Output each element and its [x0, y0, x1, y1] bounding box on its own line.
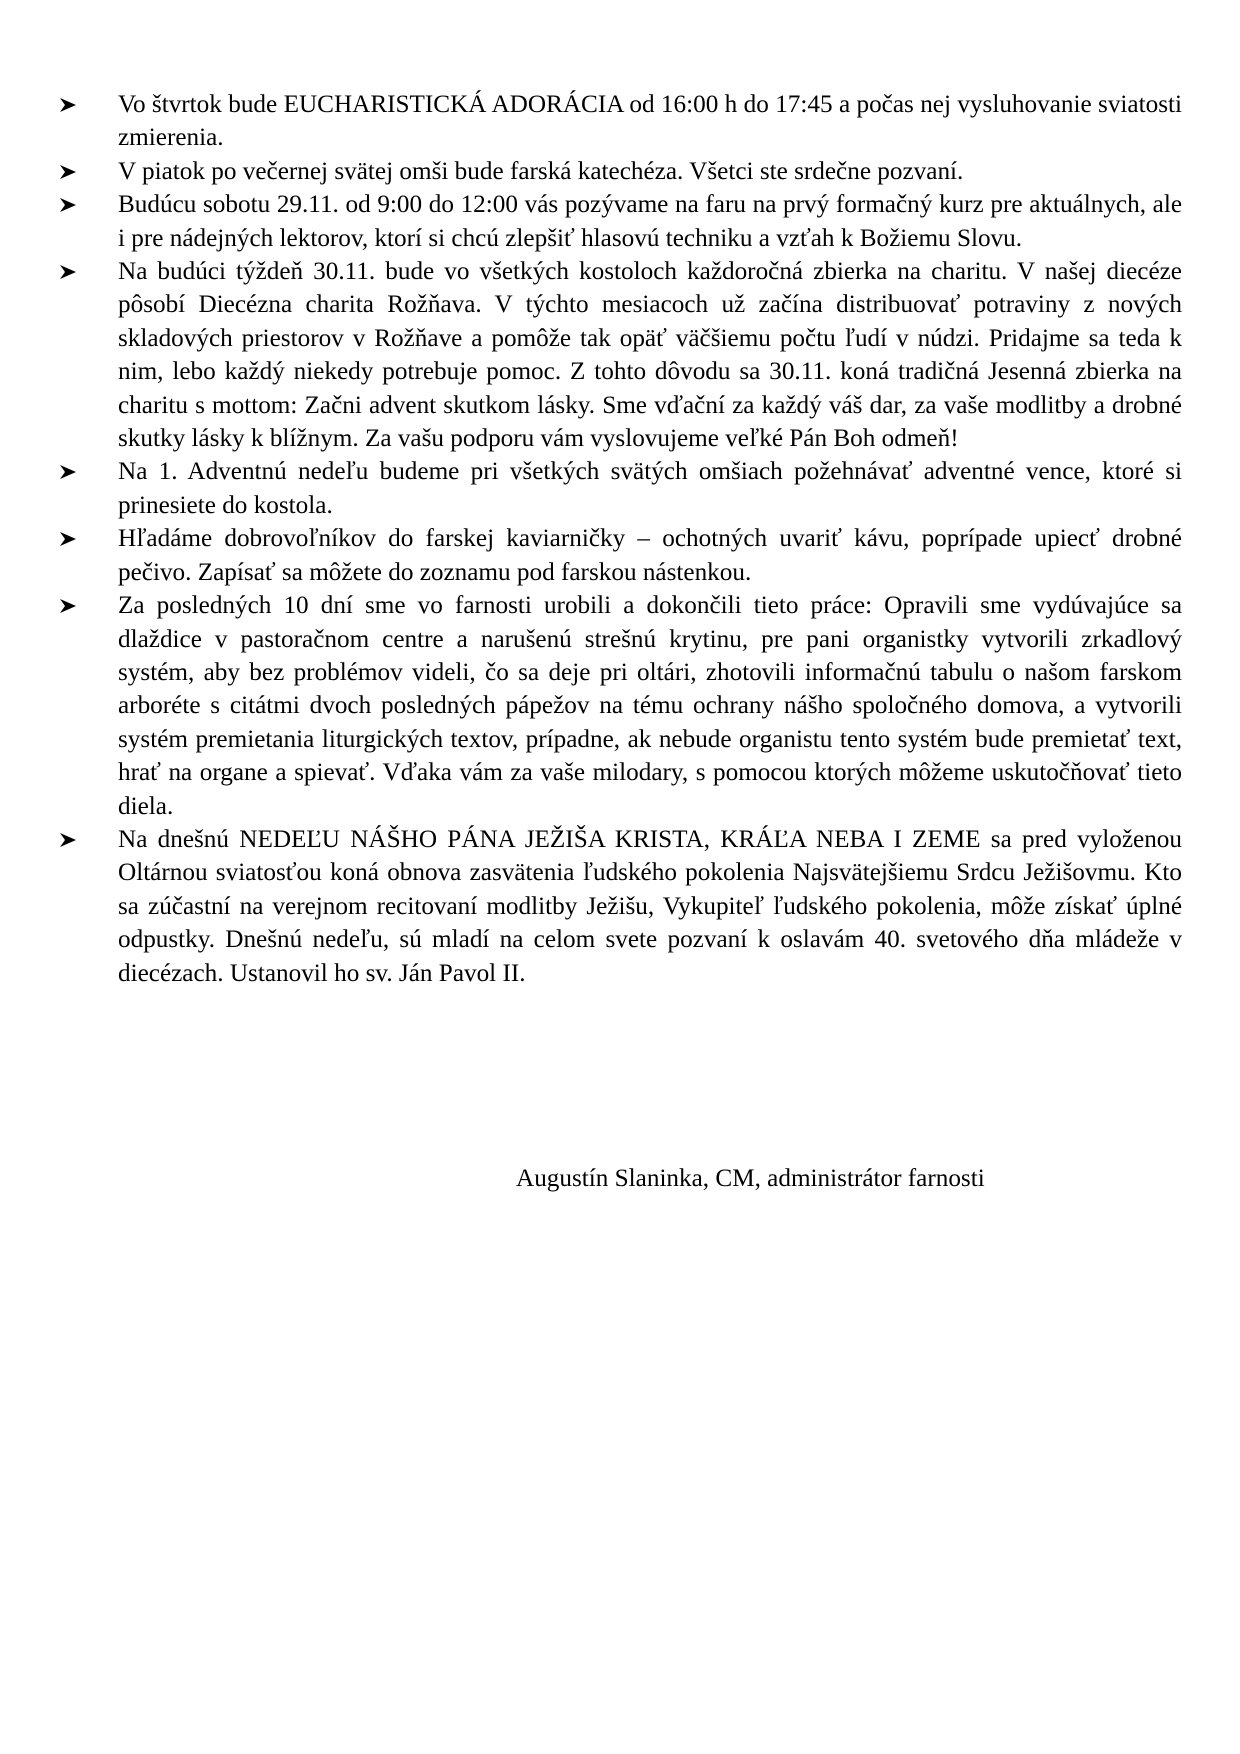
announcement-item [60, 589, 1182, 823]
announcement-text: Vo štvrtok bude EUCHARISTICKÁ ADORÁCIA od 16:00 h do 17:45 a počas nej vysluhovanie sviatosti zmierenia. [118, 91, 1182, 152]
announcement-text: Budúcu sobotu 29.11. od 9:00 do 12:00 vás pozývame na faru na prvý formačný kurz pre aktuálnych, ale i pre nádejných lektorov, ktorí si chcú zlepšiť hlasovú techniku a vzťah k Božiemu Slovu. [118, 191, 1182, 252]
arrowhead-bullet-icon [60, 465, 76, 479]
announcement-text: V piatok po večernej svätej omši bude farská katechéza. Všetci ste srdečne pozvaní. [118, 157, 964, 185]
arrowhead-bullet-icon [60, 165, 76, 179]
arrowhead-bullet-icon [60, 98, 76, 112]
arrowhead-bullet-icon [60, 265, 76, 279]
arrowhead-bullet-icon [60, 198, 76, 212]
announcement-item [60, 155, 1182, 188]
signature: Augustín Slaninka, CM, administrátor farnosti [516, 1165, 985, 1192]
announcement-item [60, 522, 1182, 589]
announcement-list [60, 88, 1182, 990]
arrowhead-bullet-icon [60, 532, 76, 546]
arrowhead-bullet-icon [60, 599, 76, 613]
announcement-item [60, 823, 1182, 990]
announcement-text: Na dnešnú NEDEĽU NÁŠHO PÁNA JEŽIŠA KRISTA, KRÁĽA NEBA I ZEME sa pred vyloženou Oltárnou sviatosťou koná obnova zasvätenia ľudského pokolenia Najsvätejšiemu Srdcu Ježišovmu. Kto sa zúčastní na verejnom recitovaní modlitby Ježišu, Vykupiteľ ľudského pokolenia, môže získať úplné odpustky. Dnešnú nedeľu, sú mladí na celom svete pozvaní k oslavám 40. svetového dňa mládeže v diecézach. Ustanovil ho sv. Ján Pavol II. [118, 825, 1182, 987]
announcement-item [60, 188, 1182, 255]
announcement-text: Hľadáme dobrovoľníkov do farskej kaviarničky – ochotných uvariť kávu, poprípade upiecť drobné pečivo. Zapísať sa môžete do zoznamu pod farskou nástenkou. [118, 525, 1182, 586]
announcement-item [60, 255, 1182, 455]
announcement-text: Na budúci týždeň 30.11. bude vo všetkých kostoloch každoročná zbierka na charitu. V našej diecéze pôsobí Diecézna charita Rožňava. V týchto mesiacoch už začína distribuovať potraviny z nových skladových priestorov v Rožňave a pomôže tak opäť väčšiemu počtu ľudí v núdzi. Pridajme sa teda k nim, lebo každý niekedy potrebuje pomoc. Z tohto dôvodu sa 30.11. koná tradičná Jesenná zbierka na charitu s mottom: Začni advent skutkom lásky. Sme vďační za každý váš dar, za vaše modlitby a drobné skutky lásky k blížnym. Za vašu podporu vám vyslovujeme veľké Pán Boh odmeň! [118, 258, 1182, 453]
announcement-item [60, 88, 1182, 155]
announcement-text: Za posledných 10 dní sme vo farnosti urobili a dokončili tieto práce: Opravili sme vydúvajúce sa dlaždice v pastoračnom centre a narušenú strešnú krytinu, pre pani organistky vytvorili zrkadlový systém, aby bez problémov videli, čo sa deje pri oltári, zhotovili informačnú tabulu o našom farskom arboréte s citátmi dvoch posledných pápežov na tému ochrany nášho spoločného domova, a vytvorili systém premietania liturgických textov, prípadne, ak nebude organistu tento systém bude premietať text, hrať na organe a spievať. Vďaka vám za vaše milodary, s pomocou ktorých môžeme uskutočňovať tieto diela. [118, 592, 1182, 820]
arrowhead-bullet-icon [60, 833, 76, 847]
announcement-item [60, 455, 1182, 522]
announcement-text: Na 1. Adventnú nedeľu budeme pri všetkých svätých omšiach požehnávať adventné vence, ktoré si prinesiete do kostola. [118, 458, 1182, 519]
